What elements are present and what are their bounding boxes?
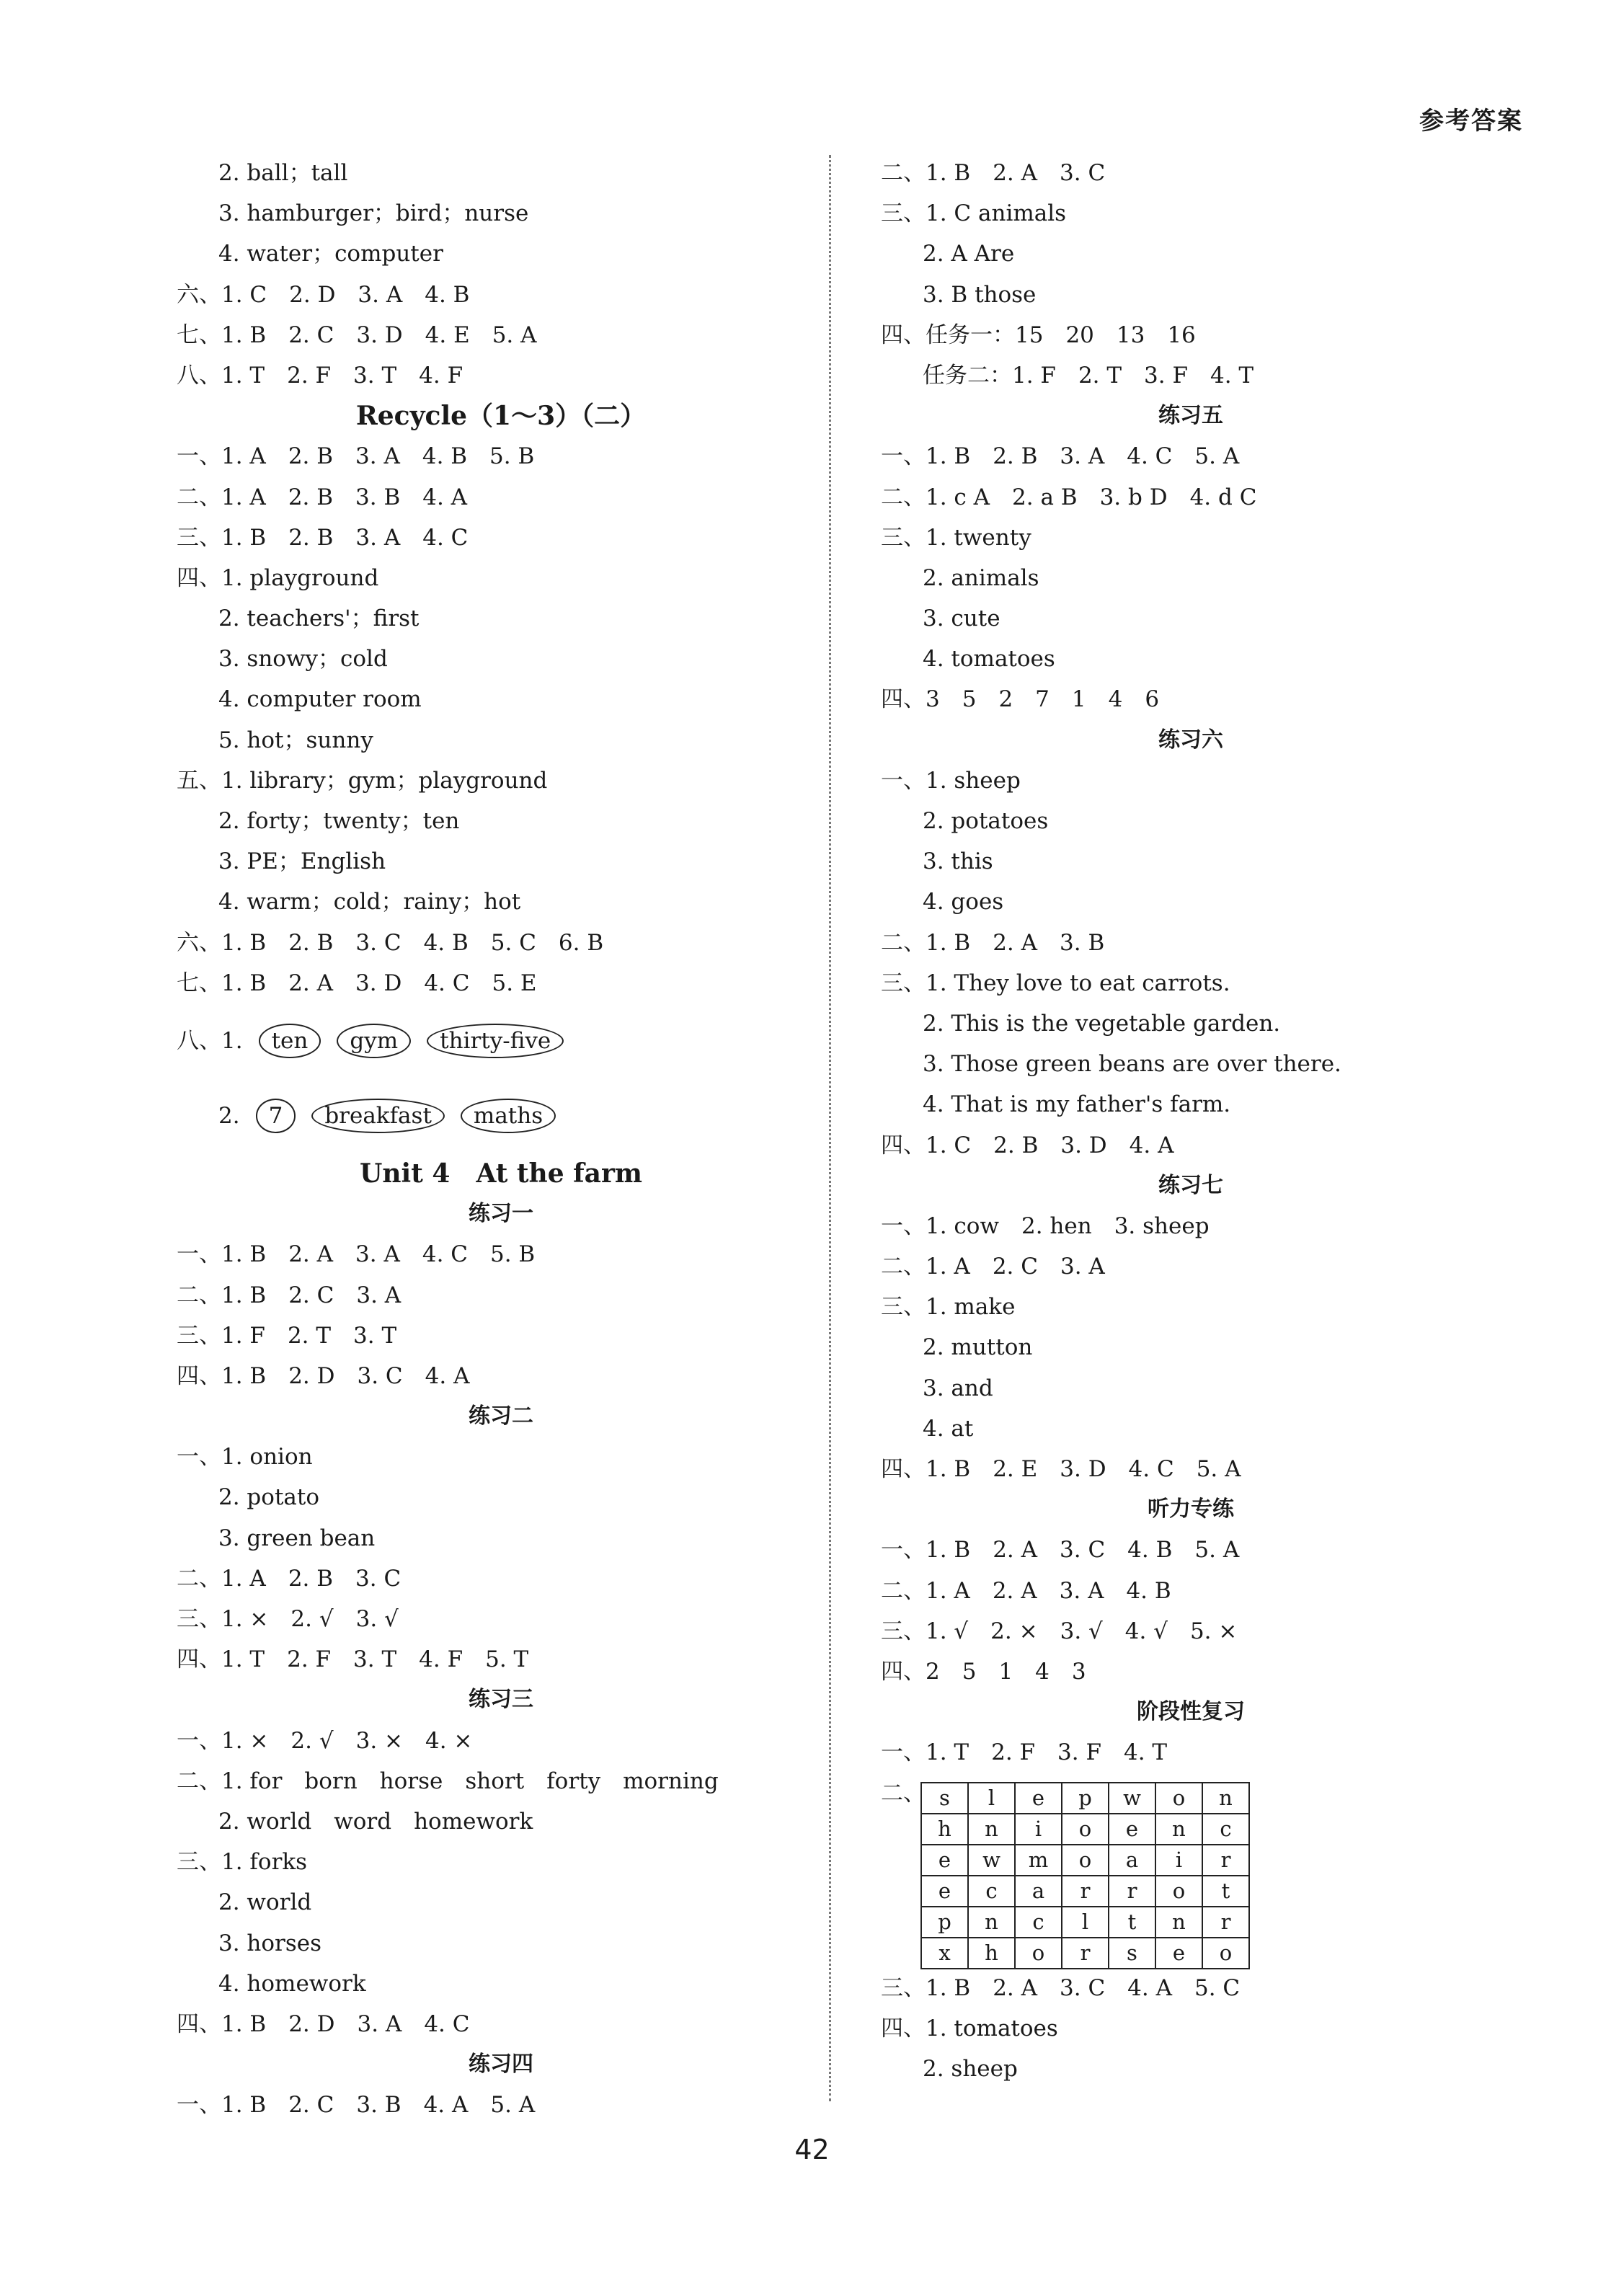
answer-line: 4. warm；cold；rainy；hot [218, 889, 521, 915]
answer-prefix: 八、1. [177, 1027, 243, 1054]
answer-line: 4. at [923, 1415, 974, 1442]
answer-line: 八、1. T 2. F 3. T 4. F [177, 362, 463, 389]
answer-line: 二、1. for born horse short forty morning [177, 1768, 719, 1794]
grid-cell: r [1109, 1876, 1155, 1907]
circled-answer-line [177, 1078, 825, 1153]
circled-word: gym [337, 1024, 411, 1058]
grid-cell: m [1015, 1845, 1062, 1876]
section-heading: 阶段性复习 [1137, 1699, 1245, 1725]
answer-line: 一、1. T 2. F 3. F 4. T [881, 1739, 1168, 1766]
answer-prefix: 2. [218, 1102, 240, 1129]
answer-line: 2. world [218, 1889, 312, 1916]
answer-line: 二、1. A 2. C 3. A [881, 1254, 1105, 1280]
grid-row [921, 1938, 1249, 1969]
section-heading: 练习四 [469, 2052, 533, 2078]
answer-line: 3. green bean [218, 1525, 376, 1551]
answer-line: 4. That is my father's farm. [923, 1091, 1231, 1118]
answer-line: 3. Those green beans are over there. [923, 1051, 1341, 1078]
answer-line: 4. water；computer [218, 241, 443, 267]
answer-line: 3. horses [218, 1930, 322, 1956]
grid-cell: l [1062, 1907, 1109, 1938]
answer-line: 4. computer room [218, 686, 422, 713]
answer-line: 2. mutton [923, 1334, 1033, 1361]
answer-line: 3. B those [923, 281, 1037, 308]
answer-line: 三、1. √ 2. × 3. √ 4. √ 5. × [881, 1618, 1238, 1644]
answer-line: 一、1. onion [177, 1444, 313, 1471]
answer-line: 五、1. library；gym；playground [177, 767, 548, 794]
answer-line: 三、1. B 2. B 3. A 4. C [177, 524, 469, 551]
answer-line: 七、1. B 2. A 3. D 4. C 5. E [177, 970, 537, 996]
grid-cell: w [1109, 1783, 1155, 1814]
grid-cell: c [1015, 1907, 1062, 1938]
answer-line: 2. sheep [923, 2055, 1018, 2082]
grid-cell: l [968, 1783, 1015, 1814]
answer-line: 2. ball；tall [218, 160, 348, 186]
answer-line: 三、1. B 2. A 3. C 4. A 5. C [881, 1974, 1241, 2001]
grid-cell: c [968, 1876, 1015, 1907]
answer-line: 四、1. B 2. E 3. D 4. C 5. A [881, 1456, 1241, 1482]
answer-line: 二、1. A 2. B 3. C [177, 1565, 401, 1592]
grid-cell: o [1155, 1876, 1202, 1907]
grid-cell: o [1155, 1783, 1202, 1814]
circled-word: breakfast [311, 1099, 445, 1133]
grid-cell: n [1155, 1814, 1202, 1845]
circled-word: 7 [256, 1099, 296, 1133]
answer-line: 2. potatoes [923, 808, 1049, 834]
section-heading: 听力专练 [1148, 1496, 1234, 1522]
answer-prefix: 二、 [881, 1780, 926, 1806]
answer-line: 一、1. × 2. √ 3. × 4. × [177, 1727, 473, 1754]
answer-line: 四、1. B 2. D 3. A 4. C [177, 2010, 470, 2037]
section-heading: Unit 4 At the farm [359, 1158, 643, 1189]
grid-cell: e [921, 1876, 968, 1907]
grid-cell: e [921, 1845, 968, 1876]
answer-line: 任务二：1. F 2. T 3. F 4. T [923, 362, 1254, 389]
circled-word: thirty-five [427, 1024, 564, 1058]
grid-cell: e [1155, 1938, 1202, 1969]
grid-cell: p [921, 1907, 968, 1938]
circled-word: maths [461, 1099, 556, 1133]
answer-line: 5. hot；sunny [218, 727, 373, 753]
page-header: 参考答案 [1419, 107, 1523, 136]
answer-line: 2. teachers'；first [218, 606, 420, 632]
answer-line: 4. goes [923, 889, 1004, 915]
answer-line: 三、1. forks [177, 1849, 308, 1876]
answer-line: 四、任务一：15 20 13 16 [881, 322, 1196, 348]
answer-line: 二、1. c A 2. a B 3. b D 4. d C [881, 484, 1257, 510]
grid-cell: n [968, 1814, 1015, 1845]
grid-row [921, 1876, 1249, 1907]
answer-line: 三、1. C animals [881, 200, 1067, 227]
grid-cell: e [1109, 1814, 1155, 1845]
grid-cell: n [1202, 1783, 1249, 1814]
section-heading: 练习五 [1158, 403, 1223, 429]
circled-word: ten [259, 1024, 321, 1058]
answer-line: 四、1. T 2. F 3. T 4. F 5. T [177, 1646, 529, 1673]
answer-line: 三、1. × 2. √ 3. √ [177, 1606, 399, 1632]
answer-line: 3. and [923, 1375, 993, 1401]
answer-line: 2. world word homework [218, 1808, 533, 1835]
answer-line: 三、1. make [881, 1294, 1016, 1321]
answer-line: 三、1. They love to eat carrots. [881, 970, 1230, 996]
grid-cell: n [968, 1907, 1015, 1938]
answer-line: 一、1. B 2. B 3. A 4. C 5. A [881, 443, 1240, 470]
answer-line: 二、1. A 2. A 3. A 4. B [881, 1577, 1171, 1604]
answer-line: 四、1. playground [177, 564, 379, 591]
grid-cell: n [1155, 1907, 1202, 1938]
grid-cell: o [1062, 1845, 1109, 1876]
answer-line: 4. tomatoes [923, 646, 1055, 673]
answer-line: 2. potato [218, 1484, 319, 1511]
answer-line: 3. snowy；cold [218, 646, 388, 673]
answer-line: 一、1. B 2. A 3. A 4. C 5. B [177, 1241, 536, 1268]
answer-line: 三、1. F 2. T 3. T [177, 1322, 397, 1349]
answer-line: 3. hamburger；bird；nurse [218, 200, 529, 227]
answer-line: 4. homework [218, 1970, 366, 1997]
answer-line: 一、1. A 2. B 3. A 4. B 5. B [177, 443, 535, 470]
section-heading: Recycle（1～3）（二） [355, 401, 647, 432]
grid-cell: h [921, 1814, 968, 1845]
answer-line: 2. A Are [923, 241, 1015, 267]
answer-line: 二、1. A 2. B 3. B 4. A [177, 484, 468, 510]
answer-line: 六、1. B 2. B 3. C 4. B 5. C 6. B [177, 929, 604, 956]
section-heading: 练习三 [469, 1687, 533, 1713]
word-search-grid [920, 1782, 1250, 1969]
answer-line: 四、1. B 2. D 3. C 4. A [177, 1362, 470, 1389]
answer-line: 二、1. B 2. A 3. C [881, 160, 1106, 186]
grid-cell: t [1109, 1907, 1155, 1938]
answer-line: 2. This is the vegetable garden. [923, 1010, 1281, 1037]
grid-cell: r [1202, 1845, 1249, 1876]
answer-line: 一、1. cow 2. hen 3. sheep [881, 1212, 1210, 1239]
grid-cell: s [1109, 1938, 1155, 1969]
answer-line: 六、1. C 2. D 3. A 4. B [177, 281, 470, 308]
grid-row [921, 1814, 1249, 1845]
grid-cell: x [921, 1938, 968, 1969]
grid-row [921, 1845, 1249, 1876]
answer-line: 一、1. B 2. A 3. C 4. B 5. A [881, 1537, 1240, 1564]
answer-line: 3. cute [923, 606, 1000, 632]
grid-cell: o [1015, 1938, 1062, 1969]
grid-cell: p [1062, 1783, 1109, 1814]
answer-line: 四、2 5 1 4 3 [881, 1658, 1086, 1685]
right-column [881, 153, 1501, 2089]
grid-cell: t [1202, 1876, 1249, 1907]
answer-line: 四、3 5 2 7 1 4 6 [881, 686, 1160, 713]
grid-cell: w [968, 1845, 1015, 1876]
grid-cell: r [1202, 1907, 1249, 1938]
grid-cell: o [1202, 1938, 1249, 1969]
answer-line: 七、1. B 2. C 3. D 4. E 5. A [177, 322, 537, 348]
circled-answer-line [177, 1003, 825, 1078]
answer-line: 四、1. tomatoes [881, 2015, 1058, 2041]
grid-cell: r [1062, 1938, 1109, 1969]
grid-cell: c [1202, 1814, 1249, 1845]
grid-cell: s [921, 1783, 968, 1814]
grid-row [921, 1783, 1249, 1814]
grid-cell: i [1015, 1814, 1062, 1845]
answer-line: 一、1. B 2. C 3. B 4. A 5. A [177, 2092, 536, 2119]
word-search-answer [881, 1773, 1501, 1968]
answer-line: 2. animals [923, 564, 1039, 591]
grid-cell: o [1062, 1814, 1109, 1845]
grid-cell: i [1155, 1845, 1202, 1876]
answer-line: 二、1. B 2. A 3. B [881, 929, 1105, 956]
grid-cell: e [1015, 1783, 1062, 1814]
answer-line: 三、1. twenty [881, 524, 1031, 551]
answer-line: 2. forty；twenty；ten [218, 808, 460, 834]
section-heading: 练习七 [1158, 1172, 1223, 1198]
section-heading: 练习六 [1158, 727, 1223, 753]
answer-line: 一、1. sheep [881, 767, 1021, 794]
left-column [177, 153, 825, 2125]
grid-row [921, 1907, 1249, 1938]
grid-cell: a [1109, 1845, 1155, 1876]
answer-line: 3. PE；English [218, 848, 386, 875]
page-number: 42 [794, 2134, 830, 2165]
section-heading: 练习二 [469, 1404, 533, 1429]
grid-cell: r [1062, 1876, 1109, 1907]
answer-line: 四、1. C 2. B 3. D 4. A [881, 1132, 1174, 1158]
answer-line: 3. this [923, 848, 993, 875]
grid-cell: h [968, 1938, 1015, 1969]
section-heading: 练习一 [469, 1201, 533, 1227]
grid-cell: a [1015, 1876, 1062, 1907]
answer-line: 二、1. B 2. C 3. A [177, 1282, 401, 1308]
column-divider [829, 155, 831, 2101]
